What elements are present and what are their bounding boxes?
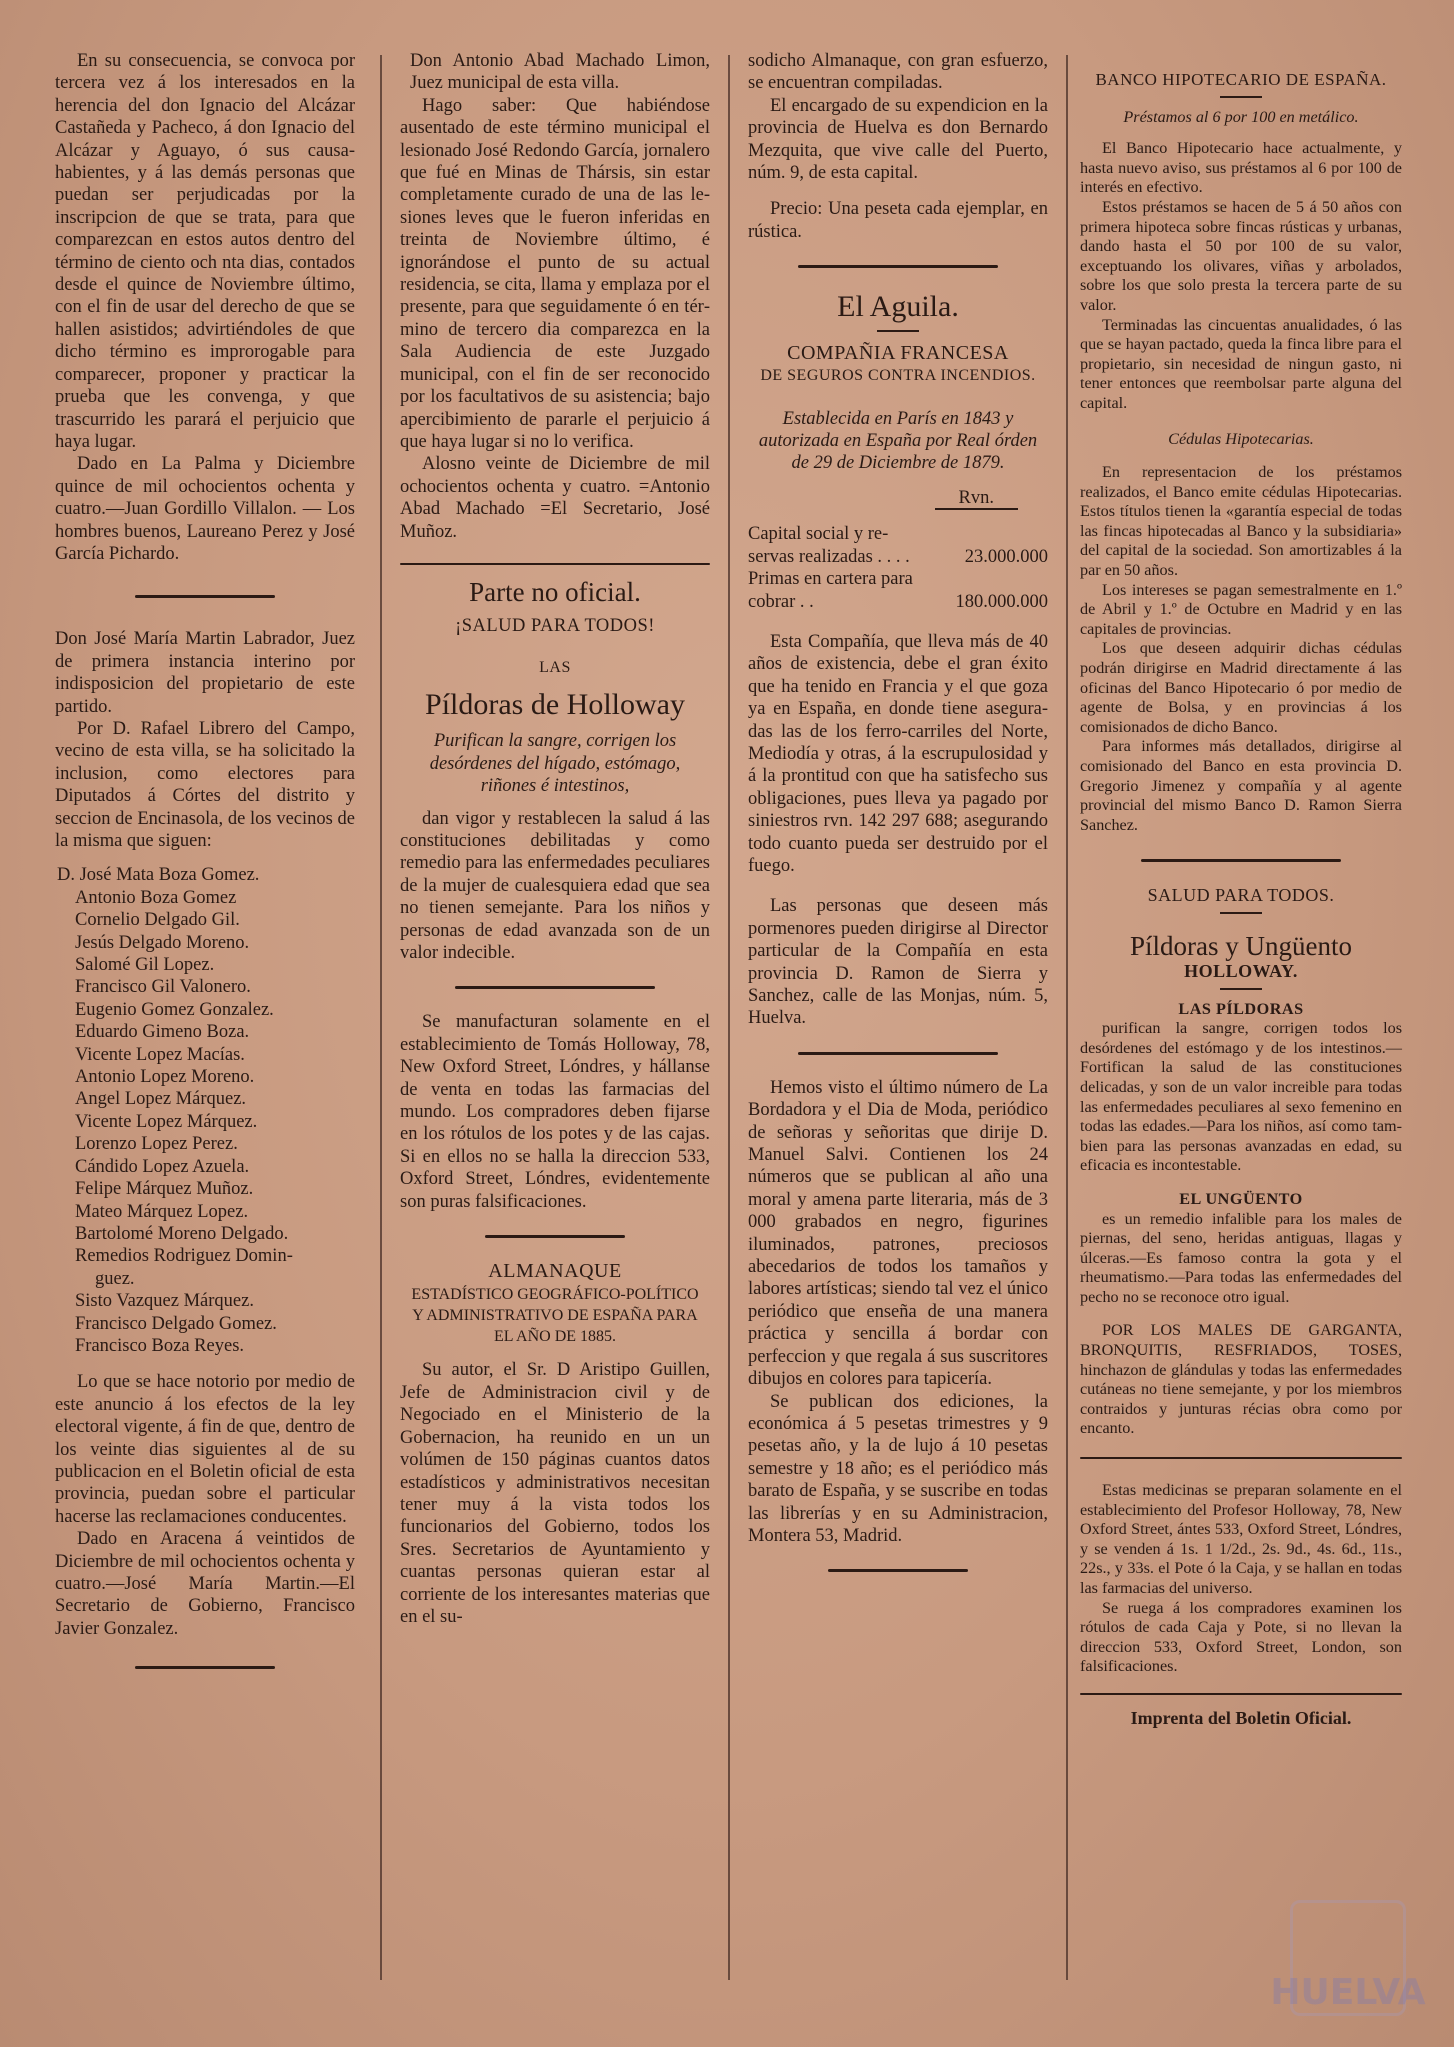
list-item: Mateo Márquez Lopez. [75, 1201, 249, 1222]
section-subtitle: EL UNGÜENTO [1179, 1189, 1303, 1208]
paragraph: Por D. Rafael Librero del Campo, vecino de esta villa, se ha solicitado la inclusion, como electores para Diputados á Córtes del distrito y seccion de Encinasola, de los vecinos de la misma que siguen: [55, 718, 355, 851]
separator-rule [828, 1569, 968, 1572]
paragraph: Hemos visto el último número de La Bordadora y el Dia de Moda, periódico de señoras y señoritas que dirije D. Manuel Salvi. Contienen los 24 números que se publican al año una moral y amena parte literaria, más de 3 000 grabados en negro, figurines iluminados, patrones, preciosos abecedarios de todos los tamaños y labores artísticas; siendo tal vez el único periódico que enseña de una manera práctica y sencilla á bordar con perfeccion y que regala á sus suscritores dibujos en colores para tapicería. [748, 1077, 1048, 1390]
list-item: Salomé Gil Lopez. [75, 955, 215, 976]
paragraph: Don José María Martin Labrador, Juez de primera instancia interino por indisposicion del propietario de este partido. [55, 629, 355, 717]
paragraph: En su consecuencia, se convoca por tercera vez á los interesados en la herencia del don Ignacio del Alcázar Castañeda y Pacheco, á don Ignacio del Alcázar y Aguayo, ó sus causahabientes, y á las demás personas que puedan ser perjudicadas por la inscripcion de que se trata, para que comparezcan en estos autos dentro del término de ciento och nta dias, contados desde el quince de Noviembre último, con el fin de usar del derecho de que se hallen asistidos; advirtiéndoles de que dicho término es improrogable para comparecer, proponer y practicar la prueba que les convenga, y que trascurrido les parará el perjuicio que haya lugar. [55, 51, 355, 452]
ad-subtitle: Establecida en París en 1843 y autorizada en España por Real órden de 29 de Diciembre de 1879. [758, 408, 1038, 474]
stamp-text: HUELVA [1270, 1972, 1426, 2013]
list-item: Cornelio Delgado Gil. [75, 910, 240, 931]
separator-rule [455, 986, 655, 989]
separator-rule [798, 265, 998, 268]
separator-rule [400, 563, 710, 565]
column-divider [380, 55, 382, 1980]
separator-dash [1220, 96, 1262, 98]
ad-subtitle: Préstamos al 6 por 100 en metálico. [1123, 107, 1359, 126]
list-item: Francisco Boza Reyes. [75, 1335, 245, 1356]
ad-title: Píldoras de Holloway [425, 688, 685, 722]
separator-dash [877, 330, 919, 332]
row-value: 180.000.000 [955, 591, 1048, 612]
list-item: Francisco Gil Valonero. [75, 977, 251, 998]
list-item: guez. [95, 1268, 135, 1289]
paragraph: Alosno veinte de Diciembre de mil ochocientos ochenta y cuatro. =Antonio Abad Machado =El Secretario, José Muñoz. [400, 454, 710, 542]
section-title: Parte no oficial. [469, 576, 641, 607]
row-value: 23.000.000 [964, 546, 1048, 567]
separator-rule [135, 1666, 275, 1669]
paragraph: POR LOS MALES DE GARGANTA, BRONQUITIS, RESFRIADOS, TOSES, hinchazon de glándulas y todas las enfermedades cutáneas no tiene semejante, y por los miembros contraidos y junturas récias obra como por encanto. [1080, 1321, 1402, 1438]
column-divider [1066, 55, 1068, 1980]
paragraph: Su autor, el Sr. D Aristipo Guillen, Jefe de Administracion civil y de Negociado en el Ministerio de la Gobernacion, ha reunido en un un volúmen de 150 páginas cuantos datos estadísticos y administrativos necesitan tener muy á la vista todos los funcionarios del Gobierno, todos los Sres. Secretarios de Ayuntamiento y cuantas personas quieran estar al corriente de los interesantes materias que en el su- [400, 1360, 710, 1627]
separator-rule [798, 1052, 998, 1055]
separator-dash [1220, 988, 1262, 990]
paragraph: Lo que se hace notorio por medio de este anuncio á los efectos de la ley electoral vigente, á fin de que, dentro de los veinte dias siguientes al de su publicacion en el Boletin oficial de esta provincia, puedan sobre el particular hacerse las reclamaciones conducentes. [55, 1372, 355, 1527]
list-item: Sisto Vazquez Márquez. [75, 1291, 254, 1312]
column-divider [728, 55, 730, 1980]
column-2 [400, 50, 710, 1628]
list-item: Antonio Lopez Moreno. [75, 1067, 255, 1088]
list-item: Eugenio Gomez Gonzalez. [75, 999, 274, 1020]
column-1 [55, 50, 355, 1695]
table-row [748, 568, 1048, 613]
paragraph: El encargado de su expendicion en la provincia de Huelva es don Bernardo Mezquita, que vive calle del Puerto, núm. 9, de esta capital. [748, 95, 1048, 184]
paragraph: En representacion de los préstamos realizados, el Banco emite cédulas Hipotecarias. Estos títulos tienen la «garantía especial de todas las fincas hipotecadas al Banco y la subsidiaria» del capital de la sociedad. Son amortizables á la par en 50 años. [1080, 463, 1402, 580]
separator-dash [1220, 912, 1262, 914]
column-3 [748, 50, 1048, 1594]
list-item: Lorenzo Lopez Perez. [75, 1134, 238, 1155]
company-subtitle: DE SEGUROS CONTRA INCENDIOS. [760, 366, 1036, 384]
rvn-label [748, 487, 1048, 509]
list-item: Felipe Márquez Muñoz. [75, 1179, 254, 1200]
separator-rule [135, 595, 275, 598]
ad-title: Píldoras y Ungüento [1130, 930, 1352, 961]
ad-subtitle: Purifican la sangre, corrigen los desórdenes del hígado, estómago, riñones é intestinos, [429, 731, 681, 797]
list-item: Bartolomé Moreno Delgado. [75, 1223, 289, 1244]
notice-electores [55, 628, 355, 1640]
library-stamp [1270, 1900, 1426, 2016]
paragraph: El Banco Hipotecario hace actualmente, y hasta nuevo aviso, sus préstamos al 6 por 100 de interés en efectivo. [1080, 139, 1402, 197]
ad-headline: SALUD PARA TODOS. [1147, 885, 1335, 906]
company-name: COMPAÑIA FRANCESA [787, 342, 1009, 365]
notice-citacion [400, 50, 710, 543]
row-label: Capital social y reservas realizadas . . . . [748, 524, 910, 567]
separator-rule [1080, 1457, 1402, 1459]
capital-table [748, 523, 1048, 613]
ad-headline: ¡SALUD PARA TODOS! [455, 615, 655, 636]
ad-brand: HOLLOWAY. [1184, 960, 1298, 981]
list-item: Angel Lopez Márquez. [75, 1089, 247, 1110]
ad-subtitle: ESTADÍSTICO GEOGRÁFICO-POLÍTICO Y ADMINISTRATIVO DE ESPAÑA PARA EL AÑO DE 1885. [411, 1286, 699, 1346]
paragraph: Estos préstamos se hacen de 5 á 50 años con primera hipoteca sobre fincas rústicas y urbanas, dando hasta el 50 por 100 de su valor, exceptuando los olivares, viñas y arbolados, sobre los que solo presta la tercera parte de su valor. [1080, 197, 1402, 314]
paragraph: dan vigor y restablecen la salud á las constituciones debilitadas y como remedio para las enfermedades peculiares de la mujer de cualesquiera edad que sea no tienen semejante. Para los niños y personas de edad avanzada son de un valor indecible. [400, 808, 710, 963]
paragraph: Dado en La Palma y Diciembre quince de mil ochocientos ochenta y cuatro.—Juan Gordillo Villalon. — Los hombres buenos, Laureano Perez y José García Pichardo. [55, 454, 355, 564]
paragraph: Para informes más detallados, dirigirse al comisionado del Banco en esta provincia D. Gregorio Jimenez y compañía y al agente provincial del mismo Banco D. Ramon Sierra Sanchez. [1080, 737, 1402, 834]
currency-label: Rvn. [935, 488, 1018, 510]
paragraph: Se manufacturan solamente en el establecimiento de Tomás Holloway, 78, New Oxford Street, Lóndres, y hállanse de venta en todas las farmacias del mundo. Los compradores deben fijarse en los rótulos de los potes y de las cajas. Si en ellos no se halla la direccion 533, Oxford Street, Lóndres, evidentemente son puras falsificaciones. [400, 1012, 710, 1212]
paragraph: Terminadas las cincuentas anualidades, ó las que se hayan pactado, queda la finca libre para el propietario, sin necesidad de ningun gasto, ni tener entonces que reembolsar parte alguna del capital. [1080, 315, 1402, 412]
separator-rule [1080, 1693, 1402, 1695]
table-row [748, 523, 1048, 568]
list-item: Remedios Rodriguez Domin- [75, 1246, 293, 1267]
section-subtitle: Cédulas Hipotecarias. [1168, 429, 1314, 448]
list-item: Eduardo Gimeno Boza. [75, 1022, 250, 1043]
paragraph: Estas medicinas se preparan solamente en el establecimiento del Profesor Holloway, 78, New Oxford Street, ántes 533, Oxford Street, Lóndres, y se venden á 1s. 1 1/2d., 2s. 9d., 4s. 6d., 11s., 22s., y 33s. el Pote ó la Caja, y se hallan en todas las farmacias del universo. [1080, 1481, 1402, 1597]
paragraph: Dado en Aracena á veintidos de Diciembre de mil ochocientos ochenta y cuatro.—José María Martin.—El Secretario de Gobierno, Francisco Javier Gonzalez. [55, 1529, 355, 1639]
list-item: D. José Mata Boza Gomez. [57, 865, 260, 886]
paragraph: Se ruega á los compradores examinen los rótulos de cada Caja y Pote, si no llevan la direccion 533, Oxford Street, London, son falsificaciones. [1080, 1598, 1402, 1676]
paragraph: Los que deseen adquirir dichas cédulas podrán dirigirse en Madrid directamente á las oficinas del Banco Hipotecario ó por medio de agente de Bolsa, y en provincias á los comisionados de dicho Banco. [1080, 639, 1402, 736]
list-item: Francisco Delgado Gomez. [75, 1313, 277, 1334]
ad-title: El Aguila. [837, 290, 959, 324]
list-item: Cándido Lopez Azuela. [75, 1156, 250, 1177]
paragraph: Esta Compañía, que lleva más de 40 años de existencia, debe el gran éxito que ha tenido en Francia y el que goza ya en España, en donde tiene aseguradas las de los ferro-carriles del Norte, Mediodía y otras, á la escrupulosidad y á la prontitud con que ha satisfecho sus obligaciones, pues lleva ya pagado por siniestros rvn. 142 297 688; asegurando todo cuanto pueda ser destruido por el fuego. [748, 631, 1048, 876]
list-item: Jesús Delgado Moreno. [75, 932, 250, 953]
paragraph: Las personas que deseen más pormenores pueden dirigirse al Director particular de la Compañía en esta provincia D. Ramon de Sierra y Sanchez, calle de las Monjas, núm. 5, Huelva. [748, 896, 1048, 1029]
column-4 [1080, 50, 1402, 1729]
paragraph: purifican la sangre, corrigen todos los desórdenes del estómago y de los intestinos.—Fortifican la salud de las constituciones delicadas, y son de un valor increible para todas las enfermedades peculiares al sexo femenino en todas las edades.—Para los niños, así como tambien para las personas avanzadas en edad, su eficacia es incontestable. [1080, 1019, 1402, 1175]
separator-rule [1141, 859, 1341, 862]
ad-kicker: LAS [539, 659, 571, 677]
section-subtitle: LAS PÍLDORAS [1178, 999, 1304, 1018]
list-item: Vicente Lopez Macías. [75, 1044, 245, 1065]
paragraph: es un remedio infalible para los males de piernas, del seno, heridas antiguas, llagas y úlceras.—Es famoso contra la gota y el rheumatismo.—Para todas las enfermedades del pecho no se reconoce otro igual. [1080, 1209, 1402, 1306]
paragraph: Los intereses se pagan semestralmente en 1.º de Abril y 1.º de Octubre en Madrid y en las capitales de provincias. [1080, 580, 1402, 638]
paragraph: sodicho Almanaque, con gran esfuerzo, se encuentran compiladas. [748, 51, 1048, 94]
elector-list [55, 864, 355, 1357]
row-label: Primas en cartera para cobrar . . [748, 569, 913, 612]
paragraph: Se publican dos ediciones, la económica á 5 pesetas trimestres y 9 pesetas año, y la de lujo á 10 pesetas semestre y 18 año; es el periódico más barato de España, y se suscribe en todas las librerías y en su Administracion, Montera 53, Madrid. [748, 1391, 1048, 1546]
list-item: Vicente Lopez Márquez. [75, 1111, 258, 1132]
paragraph: Precio: Una peseta cada ejemplar, en rústica. [748, 199, 1048, 242]
paragraph: Hago saber: Que habiéndose ausentado de este término municipal el lesionado José Redondo García, jornalero que fué en Minas de Thársis, sin estar completamente curado de una de las lesiones leves que le fueron inferidas en treinta de Noviembre último, é ignorándose el punto de su actual residencia, se cita, llama y emplaza por el presente, para que seguidamente ó en término de tercero dia comparezca en la Sala Audiencia de este Juzgado municipal, con el fin de ser reconocido por los facultativos de su asistencia; bajo apercibimiento de pararle el perjuicio á que haya lugar si no lo verifica. [400, 95, 710, 452]
paragraph: Don Antonio Abad Machado Limon, Juez municipal de esta villa. [410, 51, 710, 94]
ad-title: BANCO HIPOTECARIO DE ESPAÑA. [1095, 70, 1387, 89]
list-item: Antonio Boza Gomez [75, 887, 237, 908]
ad-title: ALMANAQUE [488, 1260, 622, 1283]
separator-rule [485, 1235, 625, 1238]
notice-herencia [55, 50, 355, 565]
printer-imprint: Imprenta del Boletin Oficial. [1130, 1707, 1352, 1728]
